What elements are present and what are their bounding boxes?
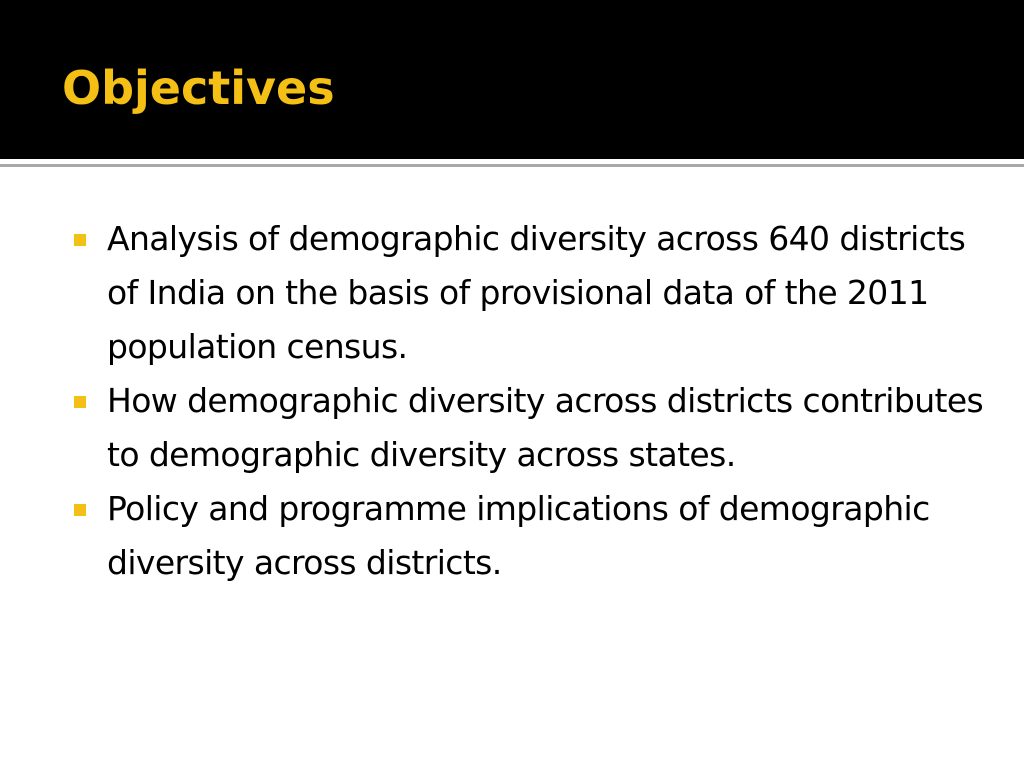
bullet-item [74,374,994,482]
title-bar [0,0,1024,159]
bullet-item [74,482,994,590]
bullet-text: Policy and programme implications of demographic diversity across districts. [107,489,930,582]
bullet-list [74,212,994,590]
bullet-text: How demographic diversity across districts contributes to demographic diversity across states. [107,381,984,474]
square-bullet-icon [74,396,86,408]
square-bullet-icon [74,504,86,516]
bullet-text: Analysis of demographic diversity across 640 districts of India on the basis of provisional data of the 2011 population census. [107,219,966,366]
slide-title: Objectives [62,61,335,115]
title-divider-light [0,159,1024,163]
title-divider-grey [0,164,1024,167]
square-bullet-icon [74,234,86,246]
bullet-item [74,212,994,374]
